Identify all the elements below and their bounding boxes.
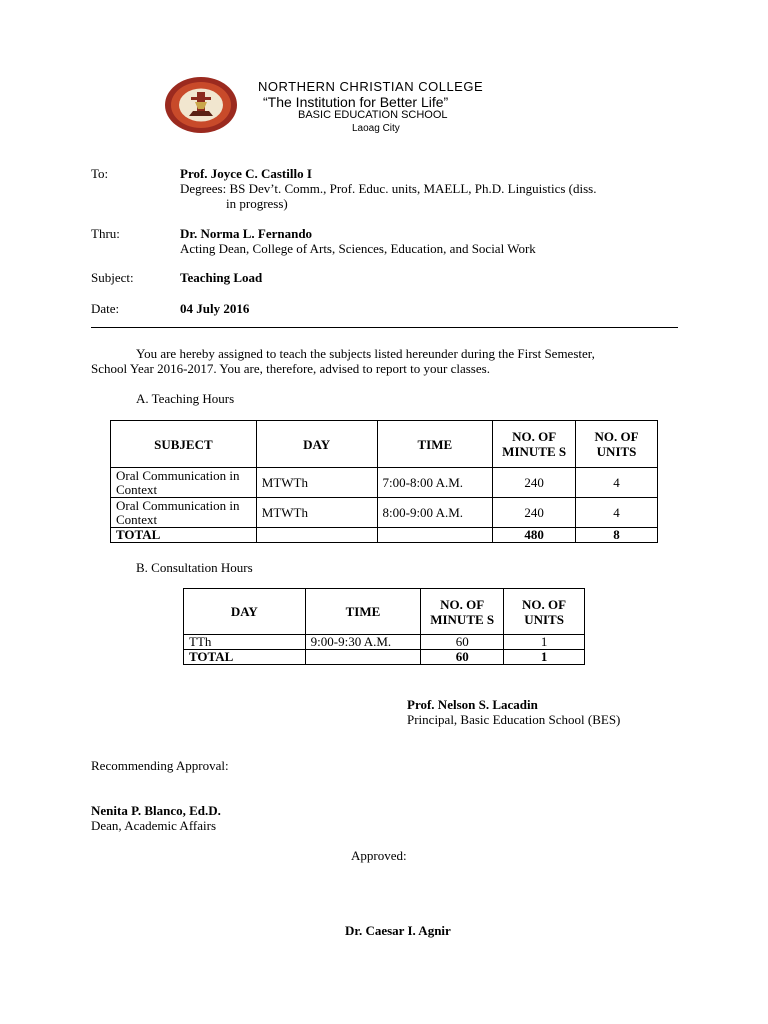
body-paragraph-line2: School Year 2016-2017. You are, therefore, advised to report to your classes.: [91, 361, 490, 376]
table-row: [111, 468, 658, 498]
principal-name: Prof. Nelson S. Lacadin: [407, 697, 538, 712]
body-paragraph-line1: You are hereby assigned to teach the subjects listed hereunder during the First Semester,: [136, 346, 595, 361]
empty-cell: [305, 650, 421, 665]
minutes-cell: 60: [421, 635, 504, 650]
units-cell: 4: [576, 468, 658, 498]
city-name: Laoag City: [352, 123, 400, 134]
to-degrees-line1: Degrees: BS Dev’t. Comm., Prof. Educ. units, MAELL, Ph.D. Linguistics (diss.: [180, 181, 597, 196]
units-cell: 1: [504, 635, 585, 650]
approved-label: Approved:: [351, 848, 407, 863]
teaching-hours-heading: A. Teaching Hours: [136, 391, 235, 406]
subject-value: Teaching Load: [180, 270, 263, 285]
table-row: [184, 635, 585, 650]
column-header: NO. OF UNITS: [504, 589, 585, 635]
day-cell: TTh: [184, 635, 306, 650]
total-label-cell: TOTAL: [184, 650, 306, 665]
dean-title: Dean, Academic Affairs: [91, 818, 217, 833]
column-header: NO. OF MINUTE S: [493, 421, 576, 468]
to-label: To:: [91, 166, 109, 181]
consultation-hours-heading: B. Consultation Hours: [136, 560, 253, 575]
teaching-hours-table: [110, 420, 658, 543]
to-degrees-line2: in progress): [226, 196, 288, 211]
to-name: Prof. Joyce C. Castillo I: [180, 166, 312, 181]
thru-name: Dr. Norma L. Fernando: [180, 226, 313, 241]
date-label: Date:: [91, 301, 120, 316]
column-header: NO. OF UNITS: [576, 421, 658, 468]
empty-cell: [256, 528, 377, 543]
table-header-row: [111, 421, 658, 468]
table-header-row: [184, 589, 585, 635]
subject-label: Subject:: [91, 270, 134, 285]
header-divider: [91, 327, 678, 328]
total-minutes-cell: 60: [421, 650, 504, 665]
minutes-cell: 240: [493, 468, 576, 498]
college-seal-logo: [164, 76, 238, 134]
table-row: [111, 498, 658, 528]
thru-label: Thru:: [91, 226, 120, 241]
time-cell: 7:00-8:00 A.M.: [377, 468, 493, 498]
college-name: NORTHERN CHRISTIAN COLLEGE: [258, 79, 484, 94]
recommending-approval-label: Recommending Approval:: [91, 758, 229, 773]
thru-title: Acting Dean, College of Arts, Sciences, Education, and Social Work: [180, 241, 536, 256]
empty-cell: [377, 528, 493, 543]
total-minutes-cell: 480: [493, 528, 576, 543]
school-name: BASIC EDUCATION SCHOOL: [298, 109, 448, 121]
units-cell: 4: [576, 498, 658, 528]
president-name: Dr. Caesar I. Agnir: [345, 923, 451, 938]
column-header: DAY: [256, 421, 377, 468]
time-cell: 8:00-9:00 A.M.: [377, 498, 493, 528]
total-label-cell: TOTAL: [111, 528, 257, 543]
day-cell: MTWTh: [256, 468, 377, 498]
day-cell: MTWTh: [256, 498, 377, 528]
consultation-hours-table: [183, 588, 585, 665]
column-header: TIME: [377, 421, 493, 468]
column-header: NO. OF MINUTE S: [421, 589, 504, 635]
column-header: SUBJECT: [111, 421, 257, 468]
minutes-cell: 240: [493, 498, 576, 528]
college-motto: “The Institution for Better Life”: [263, 94, 449, 110]
total-units-cell: 8: [576, 528, 658, 543]
subject-cell: Oral Communication in Context: [111, 498, 257, 528]
table-total-row: [184, 650, 585, 665]
date-value: 04 July 2016: [180, 301, 250, 316]
column-header: DAY: [184, 589, 306, 635]
time-cell: 9:00-9:30 A.M.: [305, 635, 421, 650]
total-units-cell: 1: [504, 650, 585, 665]
principal-title: Principal, Basic Education School (BES): [407, 712, 621, 727]
table-total-row: [111, 528, 658, 543]
column-header: TIME: [305, 589, 421, 635]
dean-name: Nenita P. Blanco, Ed.D.: [91, 803, 221, 818]
subject-cell: Oral Communication in Context: [111, 468, 257, 498]
